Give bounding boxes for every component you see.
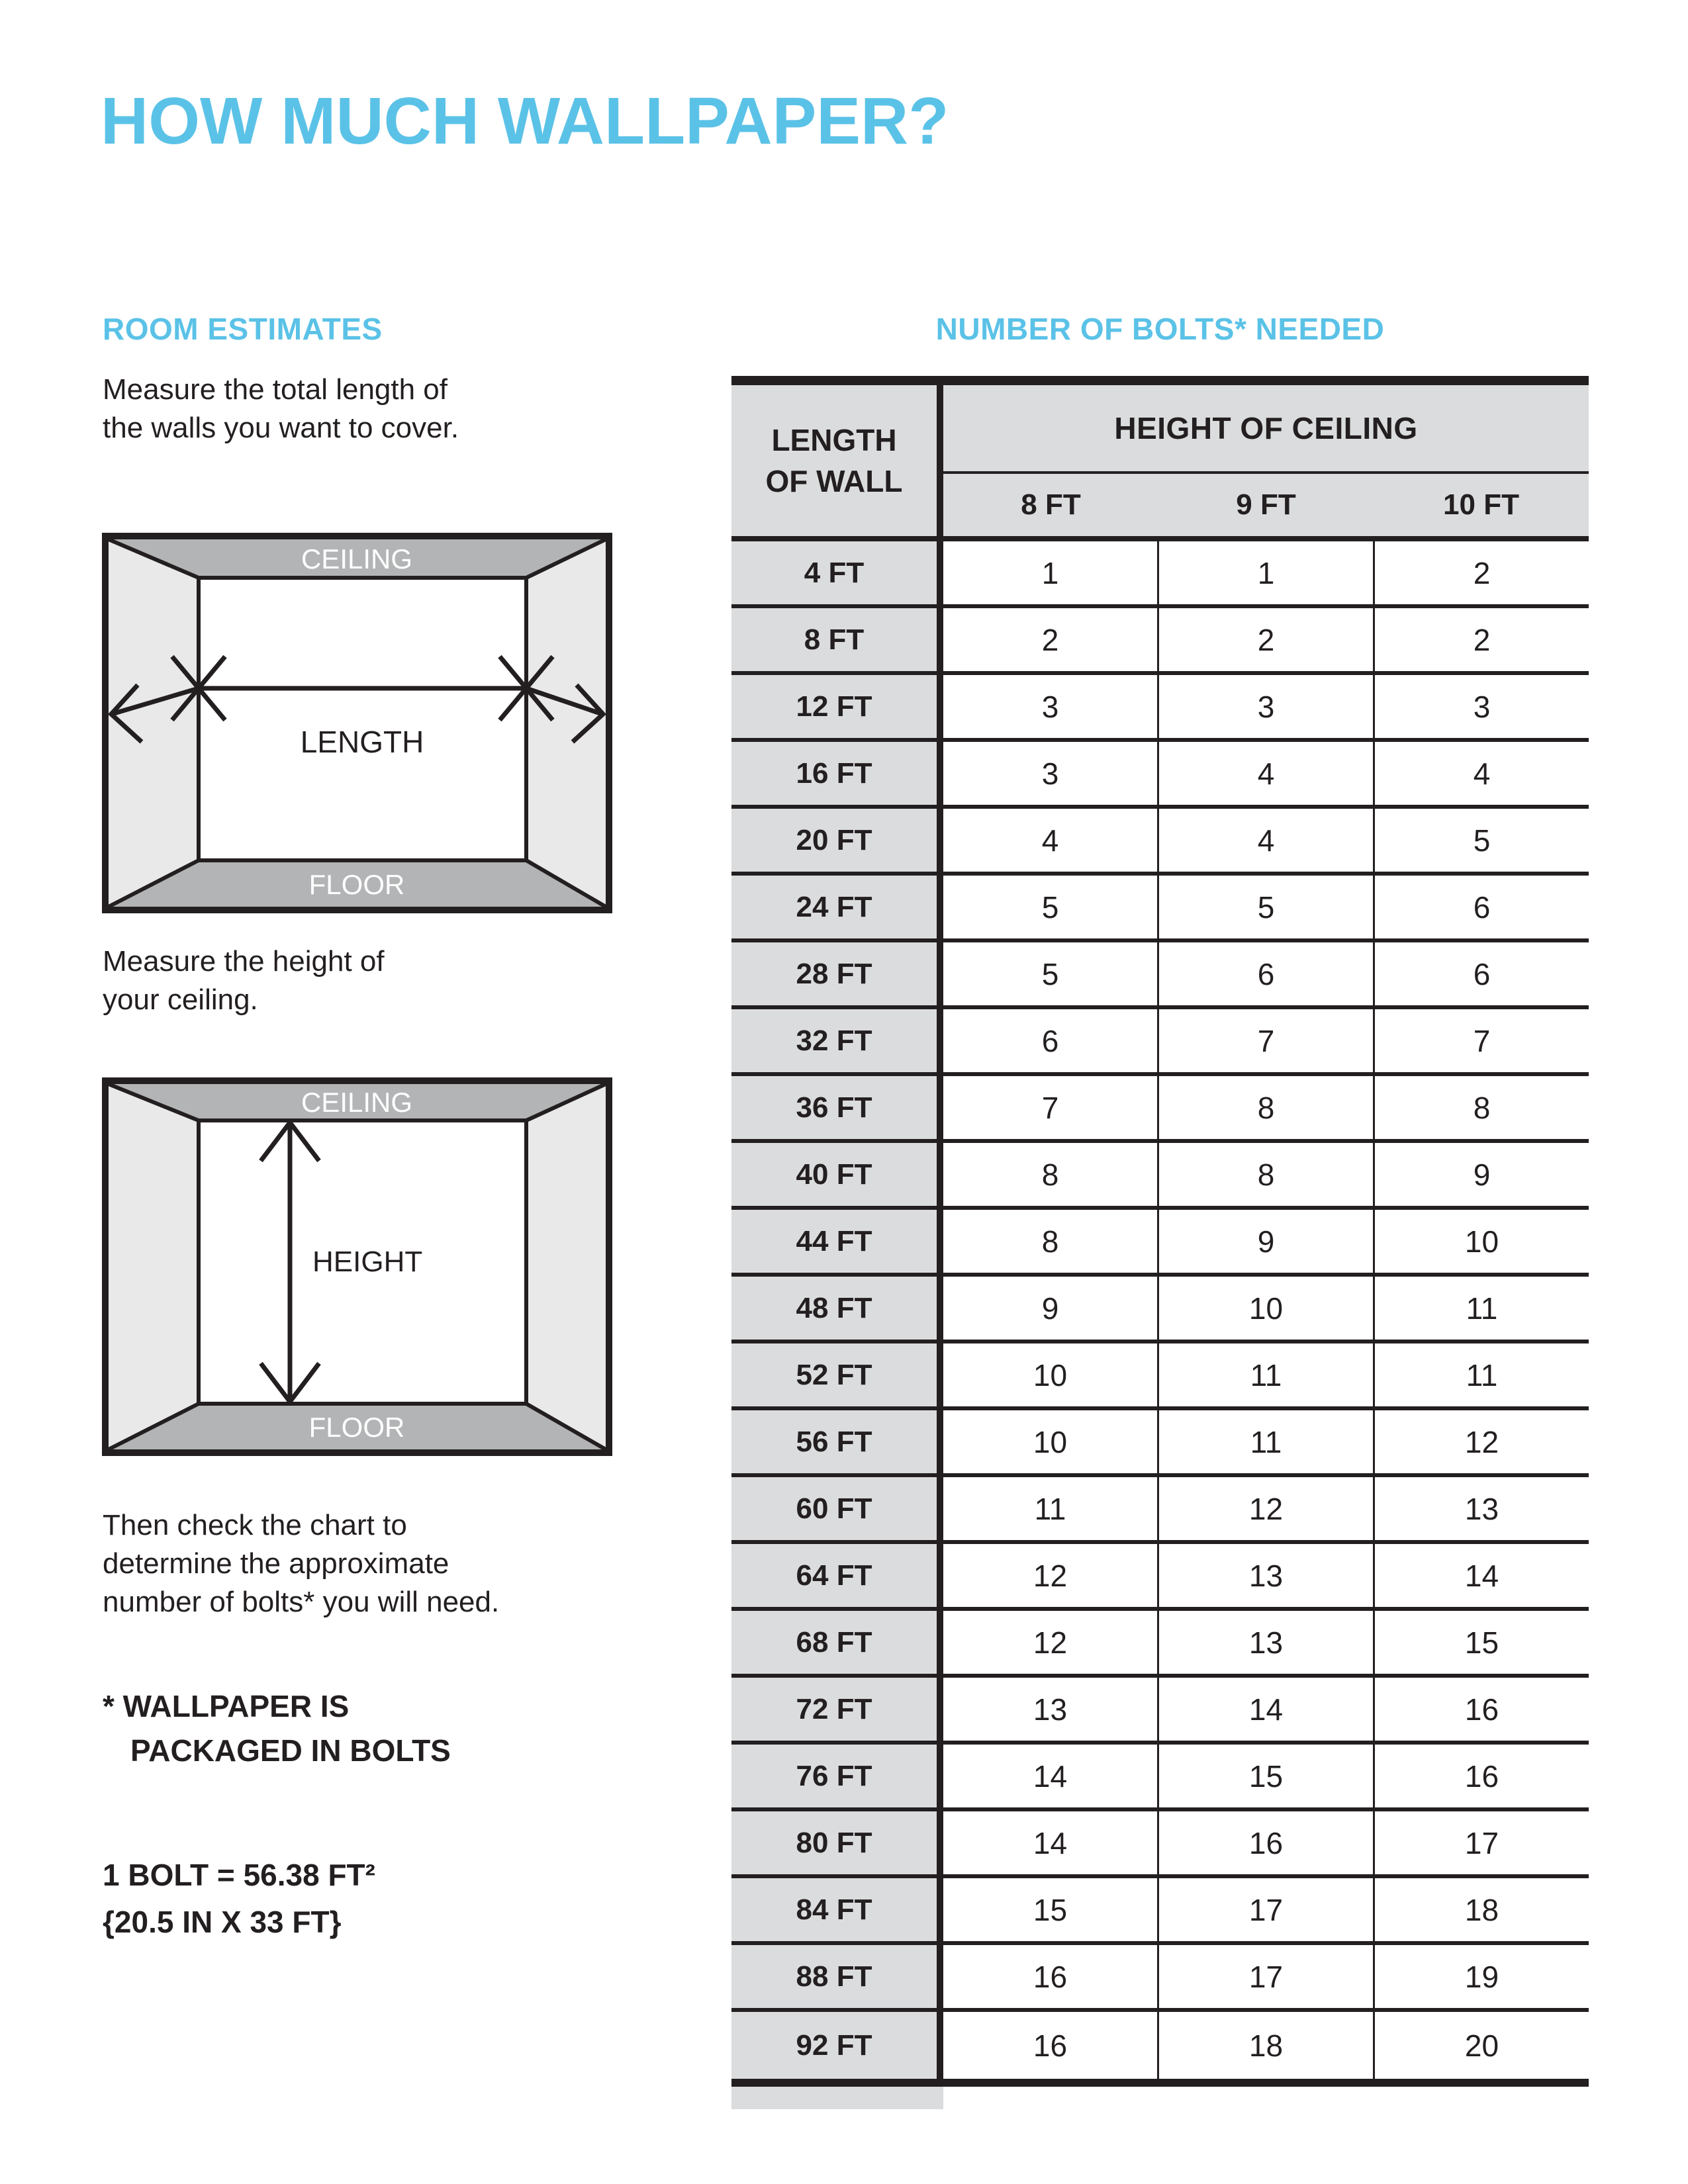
wall-length-label: 20 FT — [731, 809, 943, 872]
bolt-count-8ft: 3 — [943, 675, 1157, 738]
bolt-count-10ft: 6 — [1373, 942, 1589, 1005]
bolt-count-9ft: 3 — [1157, 675, 1373, 738]
bolt-count-10ft: 6 — [1373, 876, 1589, 938]
table-row — [731, 1410, 1589, 1477]
floor-label: FLOOR — [308, 869, 405, 900]
bolt-count-8ft: 3 — [943, 742, 1157, 805]
bolt-count-9ft: 7 — [1157, 1009, 1373, 1072]
bolts-footnote — [103, 1684, 451, 1773]
bolt-count-8ft: 14 — [943, 1745, 1157, 1807]
column-header: 9 FT — [1236, 488, 1296, 521]
table-footer-strip — [731, 2087, 943, 2109]
wall-length-label: 92 FT — [731, 2012, 943, 2079]
step2-text — [103, 942, 385, 1019]
bolt-count-10ft: 2 — [1373, 608, 1589, 671]
wall-length-label: 36 FT — [731, 1076, 943, 1139]
wall-length-label: 48 FT — [731, 1277, 943, 1340]
table-row — [731, 1811, 1589, 1878]
room-length-diagram — [102, 533, 612, 913]
wall-length-label: 60 FT — [731, 1477, 943, 1540]
bolt-count-9ft: 8 — [1157, 1143, 1373, 1206]
table-row — [731, 541, 1589, 608]
wall-length-label: 64 FT — [731, 1544, 943, 1607]
step3-text — [103, 1506, 499, 1621]
floor-label: FLOOR — [308, 1412, 405, 1443]
bolt-count-10ft: 2 — [1373, 541, 1589, 604]
room-estimates-heading: ROOM ESTIMATES — [103, 312, 383, 346]
bolt-count-9ft: 5 — [1157, 876, 1373, 938]
bolt-count-10ft: 20 — [1373, 2012, 1589, 2079]
wall-length-label: 24 FT — [731, 876, 943, 938]
bolt-count-9ft: 10 — [1157, 1277, 1373, 1340]
table-header — [731, 385, 1589, 541]
ceiling-label: CEILING — [301, 543, 413, 574]
bolt-count-9ft: 9 — [1157, 1210, 1373, 1273]
bolt-count-8ft: 4 — [943, 809, 1157, 872]
bolt-count-10ft: 16 — [1373, 1745, 1589, 1807]
length-label: LENGTH — [300, 725, 424, 759]
table-row — [731, 1009, 1589, 1076]
table-row — [731, 2012, 1589, 2079]
bolt-count-9ft: 11 — [1157, 1410, 1373, 1473]
wall-length-label: 84 FT — [731, 1878, 943, 1941]
bolt-size-line1: 1 BOLT = 56.38 FT² — [103, 1858, 375, 1892]
back-wall — [199, 578, 526, 860]
bolt-count-8ft: 13 — [943, 1678, 1157, 1741]
bolt-count-8ft: 16 — [943, 2012, 1157, 2079]
bolt-count-9ft: 11 — [1157, 1343, 1373, 1406]
bolt-count-8ft: 6 — [943, 1009, 1157, 1072]
bolt-count-10ft: 19 — [1373, 1945, 1589, 2008]
height-of-ceiling-header: HEIGHT OF CEILING — [943, 385, 1589, 474]
bolt-count-9ft: 17 — [1157, 1945, 1373, 2008]
table-row — [731, 1878, 1589, 1945]
bolt-count-9ft: 17 — [1157, 1878, 1373, 1941]
table-bottom-border — [731, 2079, 1589, 2087]
bolt-count-9ft: 12 — [1157, 1477, 1373, 1540]
bolt-count-8ft: 15 — [943, 1878, 1157, 1941]
step1-text — [103, 371, 459, 447]
bolt-count-8ft: 8 — [943, 1143, 1157, 1206]
bolt-count-10ft: 3 — [1373, 675, 1589, 738]
bolt-size-line2: {20.5 IN X 33 FT} — [103, 1905, 342, 1939]
table-row — [731, 1611, 1589, 1678]
wall-length-label: 44 FT — [731, 1210, 943, 1273]
corner-line1: LENGTH — [771, 423, 897, 457]
wall-length-label: 40 FT — [731, 1143, 943, 1206]
bolt-count-9ft: 4 — [1157, 809, 1373, 872]
bolt-count-10ft: 13 — [1373, 1477, 1589, 1540]
height-label: HEIGHT — [312, 1246, 423, 1278]
step1-line2: the walls you want to cover. — [103, 412, 459, 444]
table-row — [731, 1678, 1589, 1745]
table-row — [731, 809, 1589, 876]
table-row — [731, 675, 1589, 742]
bolt-count-10ft: 4 — [1373, 742, 1589, 805]
table-row — [731, 742, 1589, 809]
bolt-count-8ft: 1 — [943, 541, 1157, 604]
table-row — [731, 1745, 1589, 1811]
ceiling-height-diagram — [102, 1077, 612, 1456]
page-title: HOW MUCH WALLPAPER? — [101, 84, 949, 158]
corner-line2: OF WALL — [765, 464, 903, 498]
bolt-count-9ft: 2 — [1157, 608, 1373, 671]
bolt-count-8ft: 8 — [943, 1210, 1157, 1273]
bolt-count-9ft: 8 — [1157, 1076, 1373, 1139]
bolt-count-10ft: 7 — [1373, 1009, 1589, 1072]
table-row — [731, 1477, 1589, 1544]
bolts-needed-heading: NUMBER OF BOLTS* NEEDED — [935, 312, 1385, 346]
bolt-count-10ft: 11 — [1373, 1343, 1589, 1406]
bolt-count-10ft: 5 — [1373, 809, 1589, 872]
table-row — [731, 1076, 1589, 1143]
bolt-count-8ft: 10 — [943, 1410, 1157, 1473]
bolt-count-8ft: 14 — [943, 1811, 1157, 1874]
bolt-count-10ft: 11 — [1373, 1277, 1589, 1340]
table-row — [731, 1945, 1589, 2012]
bolt-count-8ft: 5 — [943, 942, 1157, 1005]
wall-length-label: 52 FT — [731, 1343, 943, 1406]
wall-length-label: 76 FT — [731, 1745, 943, 1807]
wall-length-label: 28 FT — [731, 942, 943, 1005]
step2-line2: your ceiling. — [103, 983, 258, 1016]
bolt-count-8ft: 11 — [943, 1477, 1157, 1540]
length-of-wall-header — [731, 385, 943, 536]
column-header: 10 FT — [1443, 488, 1519, 521]
table-row — [731, 876, 1589, 942]
bolt-count-9ft: 4 — [1157, 742, 1373, 805]
bolt-count-10ft: 9 — [1373, 1143, 1589, 1206]
table-row — [731, 1544, 1589, 1611]
left-wall — [109, 1084, 199, 1449]
bolt-count-8ft: 7 — [943, 1076, 1157, 1139]
wall-length-label: 32 FT — [731, 1009, 943, 1072]
bolts-table — [731, 376, 1589, 2109]
bolt-count-10ft: 10 — [1373, 1210, 1589, 1273]
step3-line3: number of bolts* you will need. — [103, 1586, 500, 1618]
step2-line1: Measure the height of — [103, 945, 385, 978]
table-row — [731, 1143, 1589, 1210]
footnote-line2: PACKAGED IN BOLTS — [130, 1733, 451, 1768]
bolt-count-10ft: 8 — [1373, 1076, 1589, 1139]
bolt-count-10ft: 18 — [1373, 1878, 1589, 1941]
wall-length-label: 8 FT — [731, 608, 943, 671]
ceiling-height-columns — [943, 474, 1589, 536]
wall-length-label: 4 FT — [731, 541, 943, 604]
table-row — [731, 942, 1589, 1009]
bolt-count-9ft: 13 — [1157, 1611, 1373, 1674]
right-wall — [526, 1084, 606, 1449]
bolt-count-8ft: 10 — [943, 1343, 1157, 1406]
bolt-count-8ft: 16 — [943, 1945, 1157, 2008]
bolt-count-10ft: 16 — [1373, 1678, 1589, 1741]
bolt-size-info — [103, 1852, 375, 1946]
bolt-count-9ft: 6 — [1157, 942, 1373, 1005]
step3-line2: determine the approximate — [103, 1547, 449, 1580]
table-top-border — [731, 376, 1589, 385]
bolt-count-10ft: 12 — [1373, 1410, 1589, 1473]
wall-length-label: 72 FT — [731, 1678, 943, 1741]
bolt-count-10ft: 17 — [1373, 1811, 1589, 1874]
bolt-count-8ft: 2 — [943, 608, 1157, 671]
bolt-count-8ft: 9 — [943, 1277, 1157, 1340]
table-row — [731, 608, 1589, 675]
bolt-count-8ft: 12 — [943, 1611, 1157, 1674]
table-row — [731, 1277, 1589, 1343]
bolt-count-10ft: 14 — [1373, 1544, 1589, 1607]
bolt-count-9ft: 18 — [1157, 2012, 1373, 2079]
bolt-count-9ft: 1 — [1157, 541, 1373, 604]
wall-length-label: 12 FT — [731, 675, 943, 738]
table-body — [731, 541, 1589, 2079]
bolt-count-8ft: 5 — [943, 876, 1157, 938]
table-row — [731, 1210, 1589, 1277]
bolt-count-9ft: 13 — [1157, 1544, 1373, 1607]
step1-line1: Measure the total length of — [103, 373, 447, 406]
column-header: 8 FT — [1021, 488, 1081, 521]
bolt-count-9ft: 16 — [1157, 1811, 1373, 1874]
wall-length-label: 68 FT — [731, 1611, 943, 1674]
ceiling-header-group — [943, 385, 1589, 536]
ceiling-label: CEILING — [301, 1087, 413, 1118]
wall-length-label: 16 FT — [731, 742, 943, 805]
bolt-count-9ft: 14 — [1157, 1678, 1373, 1741]
bolt-count-9ft: 15 — [1157, 1745, 1373, 1807]
wall-length-label: 56 FT — [731, 1410, 943, 1473]
bolt-count-8ft: 12 — [943, 1544, 1157, 1607]
table-row — [731, 1343, 1589, 1410]
wall-length-label: 88 FT — [731, 1945, 943, 2008]
footnote-line1: * WALLPAPER IS — [103, 1689, 350, 1723]
step3-line1: Then check the chart to — [103, 1509, 407, 1541]
bolt-count-10ft: 15 — [1373, 1611, 1589, 1674]
wall-length-label: 80 FT — [731, 1811, 943, 1874]
